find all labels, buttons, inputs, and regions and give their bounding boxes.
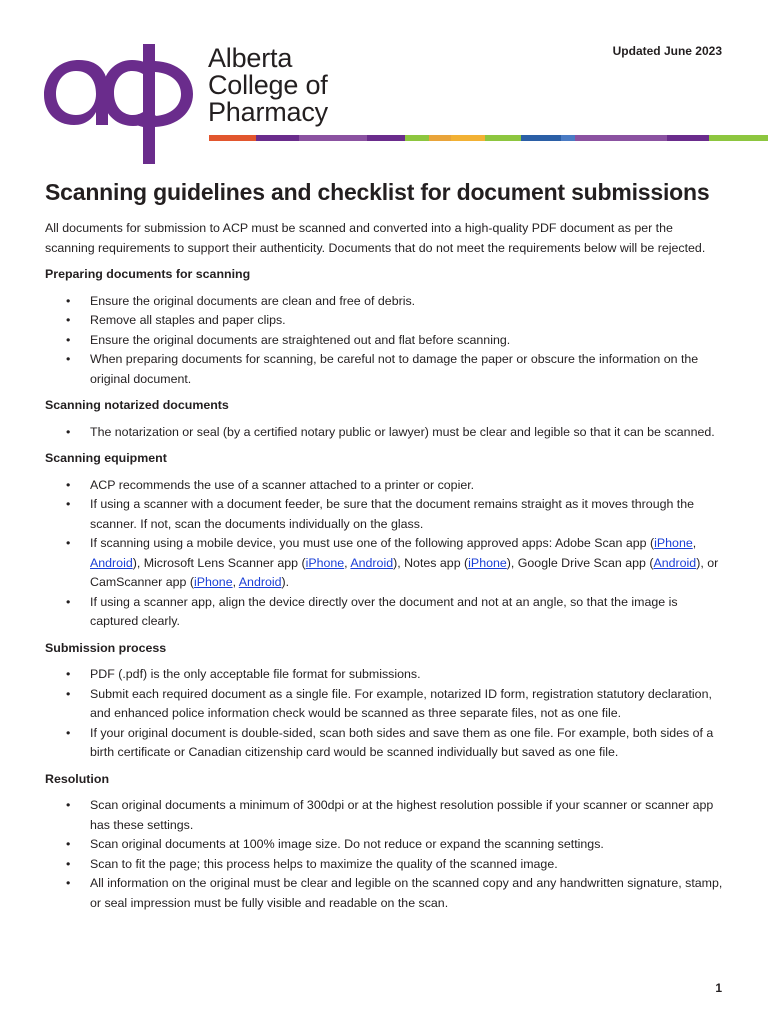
list-item: • All information on the original must be clear and legible on the scanned copy and any handwritten signature, stamp, or seal impression must be fully visible and readable on the scan. [66,876,723,910]
camscanner-iphone-link[interactable]: iPhone [194,575,233,589]
updated-date: Updated June 2023 [612,44,722,58]
microsoft-lens-android-link[interactable]: Android [350,555,394,570]
logo-line-3: Pharmacy [208,97,328,127]
acp-logo-icon [44,40,204,166]
page-title: Scanning guidelines and checklist for document submissions [45,179,710,205]
list-item: • Scan to fit the page; this process helps to maximize the quality of the scanned image. [45,855,725,875]
notes-iphone-link[interactable]: iPhone [468,555,507,570]
bullet-icon: • [66,837,71,851]
list-item: • If your original document is double-sided, scan both sides and save them as one file. For example, both sides of a birth certificate or Canadian citizenship card would be scanned individually but saved as one file. [66,725,714,759]
section-heading-resolution: Resolution [45,771,110,786]
list-item: • Submit each required document as a single file. For example, notarized ID form, registration statutory declaration, and enhanced police information check would be scanned as three separate files, not as one file. [66,686,712,720]
google-drive-scan-android-link[interactable]: Android [653,555,697,570]
bullet-icon: • [66,725,71,740]
list-item: • If scanning using a mobile device, you must use one of the following approved apps: Adobe Scan app (iPhone, Android), Microsoft Lens Scanner app (iPhone, Android), Notes app (iPhone), Google Drive Scan app (Android), or CamScanner app (iPhone, Android). [66,536,719,589]
brand-color-bar [209,135,768,141]
section-heading-equipment: Scanning equipment [45,451,167,465]
bullet-icon: • [66,594,71,609]
logo-line-1: Alberta [208,43,293,73]
bullet-icon: • [66,477,71,492]
list-preparing [45,292,725,390]
list-item: • ACP recommends the use of a scanner attached to a printer or copier. [45,476,725,496]
microsoft-lens-iphone-link[interactable]: iPhone [305,555,345,570]
list-item: • Ensure the original documents are clean and free of debris. [45,292,725,312]
list-item: • Ensure the original documents are straightened out and flat before scanning. [45,331,725,351]
adobe-scan-iphone-link[interactable]: iPhone [654,536,693,550]
list-item: • Scan original documents a minimum of 300dpi or at the highest resolution possible if your scanner or scanner app has these settings. [66,798,714,832]
bullet-icon: • [66,313,71,327]
bullet-icon: • [66,856,71,871]
bullet-icon: • [66,536,71,550]
section-heading-submission: Submission process [45,640,167,655]
bullet-icon: • [66,332,71,347]
list-item: • PDF (.pdf) is the only acceptable file format for submissions. [45,665,725,685]
section-heading-notarized: Scanning notarized documents [45,398,229,412]
list-equipment [45,476,725,632]
list-notarized [45,423,725,443]
bullet-icon: • [66,352,71,366]
list-submission [45,665,725,763]
bullet-icon: • [66,497,71,511]
logo-wordmark [208,45,328,126]
camscanner-android-link[interactable]: Android [238,575,282,589]
adobe-scan-android-link[interactable]: Android [90,555,133,570]
list-item: • The notarization or seal (by a certified notary public or lawyer) must be clear and legible so that it can be scanned. [45,423,725,443]
bullet-icon: • [66,293,71,308]
bullet-icon: • [66,686,71,701]
bullet-icon: • [66,667,71,681]
document-body [45,219,725,920]
acp-logo-mark [44,40,204,166]
bullet-icon: • [66,424,71,439]
logo-line-2: College of [208,70,328,100]
section-heading-preparing: Preparing documents for scanning [45,267,251,281]
bullet-icon: • [66,876,71,890]
intro-paragraph: All documents for submission to ACP must be scanned and converted into a high-quality PDF document as per the scanning requirements to support their authenticity. Documents that do not meet the requirements below will be rejected. [45,221,706,255]
list-resolution [45,796,725,913]
list-item: • If using a scanner app, align the device directly over the document and not at an angle, so that the image is captured clearly. [66,594,678,628]
list-item: • Scan original documents at 100% image size. Do not reduce or expand the scanning settings. [45,835,725,855]
list-item: • When preparing documents for scanning, be careful not to damage the paper or obscure the information on the original document. [66,352,699,386]
list-item: • Remove all staples and paper clips. [45,311,725,331]
page-number: 1 [715,981,722,995]
list-item: • If using a scanner with a document feeder, be sure that the document remains straight as it moves through the scanner. If not, scan the documents individually on the glass. [66,497,695,531]
bullet-icon: • [66,798,71,812]
